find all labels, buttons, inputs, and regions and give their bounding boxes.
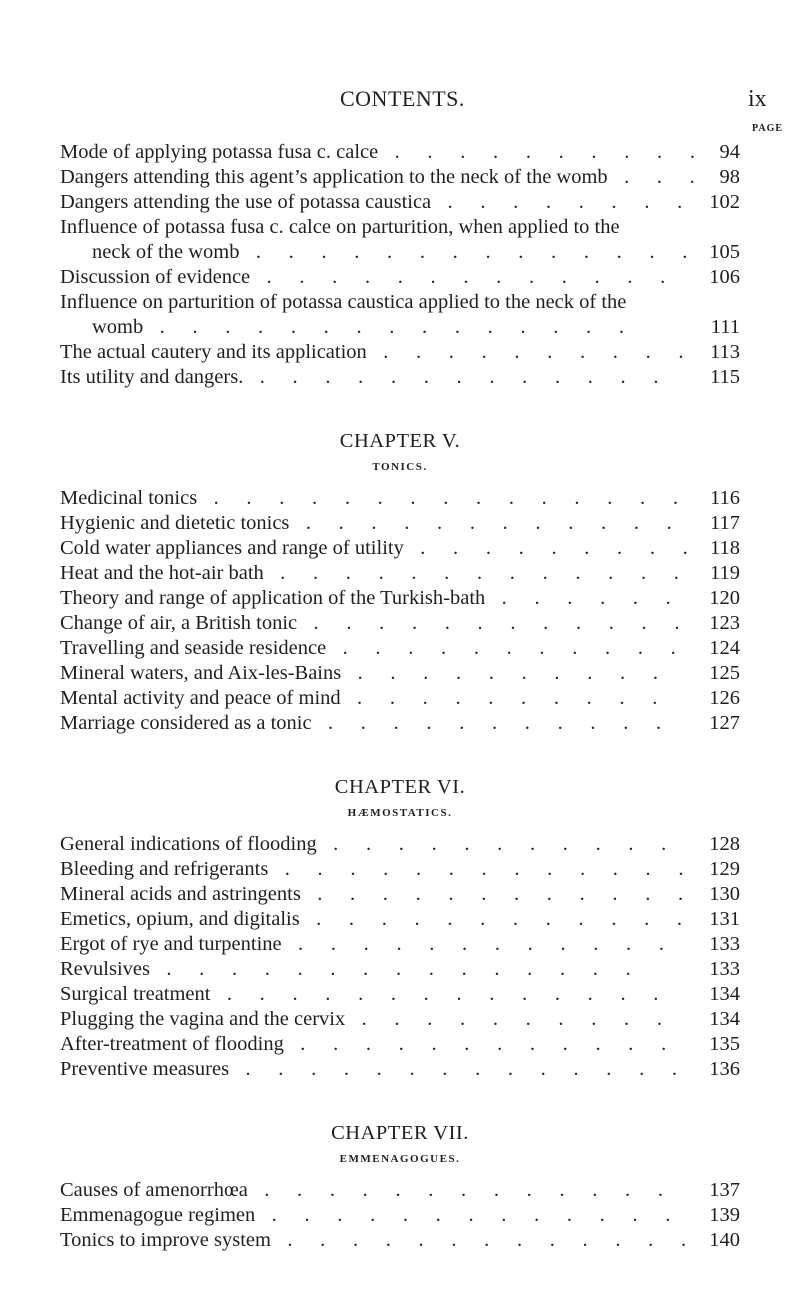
toc-entry-title: Dangers attending this agent’s application to the neck of the womb bbox=[60, 166, 608, 188]
toc-entry-page: 111 bbox=[710, 316, 740, 338]
toc-entry bbox=[60, 1178, 740, 1203]
toc-entry bbox=[60, 957, 740, 982]
chapter-heading: CHAPTER V. bbox=[339, 430, 461, 452]
toc-entry-page: 127 bbox=[709, 712, 740, 734]
chapter-heading: CHAPTER VII. bbox=[331, 1122, 469, 1144]
toc-entry-title: Revulsives bbox=[60, 958, 150, 980]
chapter-spacer bbox=[60, 390, 740, 428]
toc-entry bbox=[60, 982, 740, 1007]
toc-entry-title: Ergot of rye and turpentine bbox=[60, 933, 282, 955]
dot-leader: . . . . . . . . . . . bbox=[326, 637, 688, 659]
toc-entry-title: Mental activity and peace of mind bbox=[60, 687, 341, 709]
toc-entry-page: 129 bbox=[709, 858, 740, 880]
toc-entry bbox=[60, 932, 740, 957]
toc-entry bbox=[60, 636, 740, 661]
toc-entry bbox=[60, 1203, 740, 1228]
toc-entry-page: 113 bbox=[710, 341, 740, 363]
toc-entry-title: Plugging the vagina and the cervix bbox=[60, 1008, 346, 1030]
toc-entry-page: 105 bbox=[709, 241, 740, 263]
toc-entry-title: Theory and range of application of the Turkish-bath bbox=[60, 587, 486, 609]
toc-entry-title: Tonics to improve system bbox=[60, 1229, 271, 1251]
toc-entry-page: 124 bbox=[709, 637, 740, 659]
dot-leader: . . . . . . . . . . . . . . . bbox=[197, 487, 690, 509]
table-of-contents bbox=[60, 140, 740, 1253]
toc-entry-title: Causes of amenorrhœa bbox=[60, 1179, 248, 1201]
toc-entry-title: Dangers attending the use of potassa caustica bbox=[60, 191, 432, 213]
toc-entry-title: Marriage considered as a tonic bbox=[60, 712, 312, 734]
dot-leader: . . . bbox=[607, 166, 707, 188]
dot-leader: . . . . . . bbox=[485, 587, 683, 609]
dot-leader: . . . . . . . . . . . . . bbox=[243, 366, 670, 388]
toc-entry-title: Preventive measures bbox=[60, 1058, 230, 1080]
dot-leader: . . . . . . . . . . . . . . bbox=[239, 241, 699, 263]
toc-entry-continuation bbox=[60, 240, 740, 265]
dot-leader: . . . . . . . . . . . . bbox=[283, 1033, 678, 1055]
toc-entry-page: 115 bbox=[710, 366, 740, 388]
toc-entry-page: 135 bbox=[709, 1033, 740, 1055]
toc-entry-title: Discussion of evidence bbox=[60, 266, 251, 288]
toc-entry bbox=[60, 661, 740, 686]
dot-leader: . . . . . . . . . . bbox=[345, 1008, 674, 1030]
toc-entry-title: Travelling and seaside residence bbox=[60, 637, 327, 659]
dot-leader: . . . . . . . . . . . . . . . bbox=[149, 958, 642, 980]
toc-entry-page: 134 bbox=[709, 1008, 740, 1030]
toc-entry-title: Surgical treatment bbox=[60, 983, 211, 1005]
toc-entry-title: Cold water appliances and range of utility bbox=[60, 537, 404, 559]
toc-entry bbox=[60, 586, 740, 611]
dot-leader: . . . . . . . . . . . . . bbox=[268, 858, 695, 880]
toc-entry-page: 120 bbox=[709, 587, 740, 609]
dot-leader: . . . . . . . . . . . . bbox=[281, 933, 676, 955]
toc-entry-title: Hygienic and dietetic tonics bbox=[60, 512, 290, 534]
toc-entry-title: Mineral waters, and Aix-les-Bains bbox=[60, 662, 342, 684]
dot-leader: . . . . . . . . . . . . bbox=[297, 612, 691, 634]
chapter-subtitle: EMMENAGOGUES. bbox=[339, 1153, 461, 1165]
toc-entry bbox=[60, 486, 740, 511]
toc-entry-title: Medicinal tonics bbox=[60, 487, 198, 509]
dot-leader: . . . . . . . . . . bbox=[340, 687, 669, 709]
running-title: CONTENTS. bbox=[340, 86, 465, 111]
toc-entry-page: 106 bbox=[709, 266, 740, 288]
chapter-header bbox=[60, 428, 740, 480]
toc-entry-page: 123 bbox=[709, 612, 740, 634]
toc-entry-title: Influence on parturition of potassa caustica applied to the neck of the bbox=[60, 291, 627, 313]
dot-leader: . . . . . . . . . . . . . bbox=[250, 266, 677, 288]
toc-entry bbox=[60, 907, 740, 932]
toc-entry bbox=[60, 1007, 740, 1032]
toc-entry bbox=[60, 832, 740, 857]
chapter-subtitle: TONICS. bbox=[372, 461, 428, 473]
toc-entry bbox=[60, 1057, 740, 1082]
toc-entry-page: 116 bbox=[710, 487, 740, 509]
toc-entry-title: After-treatment of flooding bbox=[60, 1033, 284, 1055]
toc-entry-page: 118 bbox=[710, 537, 740, 559]
toc-entry-title: General indications of flooding bbox=[60, 833, 317, 855]
toc-entry bbox=[60, 536, 740, 561]
toc-entry-title: neck of the womb bbox=[92, 241, 240, 263]
chapter-spacer bbox=[60, 1082, 740, 1120]
chapter-subtitle: HÆMOSTATICS. bbox=[347, 807, 453, 819]
toc-entry-page: 102 bbox=[709, 191, 740, 213]
toc-entry-page: 139 bbox=[709, 1204, 740, 1226]
toc-entry-title: Mineral acids and astringents bbox=[60, 883, 301, 905]
dot-leader: . . . . . . . . . . bbox=[366, 341, 695, 363]
toc-entry-continuation bbox=[60, 315, 740, 340]
toc-entry bbox=[60, 611, 740, 636]
toc-entry-title: Change of air, a British tonic bbox=[60, 612, 298, 634]
dot-leader: . . . . . . . . . . . . . bbox=[255, 1204, 682, 1226]
toc-entry-page: 98 bbox=[719, 166, 740, 188]
toc-entry-page: 133 bbox=[709, 933, 740, 955]
page-number: ix bbox=[748, 86, 767, 112]
toc-entry-title: Bleeding and refrigerants bbox=[60, 858, 269, 880]
toc-entry-page: 128 bbox=[709, 833, 740, 855]
dot-leader: . . . . . . . . . . . . . bbox=[263, 562, 691, 584]
dot-leader: . . . . . . . . . . . . bbox=[289, 512, 684, 534]
running-head bbox=[0, 86, 801, 116]
chapter-header bbox=[60, 1120, 740, 1172]
toc-entry bbox=[60, 265, 740, 290]
toc-entry-page: 125 bbox=[709, 662, 740, 684]
toc-entry bbox=[60, 165, 740, 190]
toc-entry bbox=[60, 340, 740, 365]
dot-leader: . . . . . . . . . . . . bbox=[300, 883, 695, 905]
toc-entry-title: womb bbox=[92, 316, 144, 338]
dot-leader: . . . . . . . . . . . bbox=[316, 833, 678, 855]
toc-entry bbox=[60, 511, 740, 536]
dot-leader: . . . . . . . . . . . . . bbox=[270, 1229, 698, 1251]
toc-entry bbox=[60, 1032, 740, 1057]
dot-leader: . . . . . . . . . . bbox=[378, 141, 707, 163]
toc-entry-title: Its utility and dangers. bbox=[60, 366, 244, 388]
toc-entry bbox=[60, 686, 740, 711]
toc-entry-page: 131 bbox=[709, 908, 740, 930]
chapter-header bbox=[60, 774, 740, 826]
dot-leader: . . . . . . . . . . . . . . bbox=[229, 1058, 689, 1080]
dot-leader: . . . . . . . . . . . bbox=[311, 712, 673, 734]
toc-entry bbox=[60, 857, 740, 882]
page-column-label: PAGE bbox=[752, 123, 784, 134]
toc-entry-title: Mode of applying potassa fusa c. calce bbox=[60, 141, 379, 163]
toc-entry-page: 119 bbox=[710, 562, 740, 584]
toc-entry-title: Influence of potassa fusa c. calce on parturition, when applied to the bbox=[60, 216, 620, 238]
dot-leader: . . . . . . . . . . . . bbox=[299, 908, 694, 930]
toc-entry-title: Emmenagogue regimen bbox=[60, 1204, 256, 1226]
toc-entry bbox=[60, 215, 740, 240]
toc-entry bbox=[60, 711, 740, 736]
dot-leader: . . . . . . . . bbox=[431, 191, 694, 213]
toc-entry bbox=[60, 365, 740, 390]
toc-entry-page: 133 bbox=[709, 958, 740, 980]
toc-entry bbox=[60, 290, 740, 315]
chapter-spacer bbox=[60, 736, 740, 774]
toc-entry-title: Heat and the hot-air bath bbox=[60, 562, 264, 584]
dot-leader: . . . . . . . . . bbox=[403, 537, 700, 559]
toc-entry-page: 117 bbox=[710, 512, 740, 534]
toc-entry bbox=[60, 1228, 740, 1253]
dot-leader: . . . . . . . . . . bbox=[341, 662, 670, 684]
toc-entry bbox=[60, 561, 740, 586]
toc-entry bbox=[60, 882, 740, 907]
toc-entry-page: 94 bbox=[719, 141, 740, 163]
dot-leader: . . . . . . . . . . . . . bbox=[247, 1179, 675, 1201]
toc-entry-title: The actual cautery and its application bbox=[60, 341, 367, 363]
chapter-heading: CHAPTER VI. bbox=[334, 776, 466, 798]
toc-entry bbox=[60, 140, 740, 165]
toc-entry-page: 137 bbox=[709, 1179, 740, 1201]
toc-entry-page: 140 bbox=[709, 1229, 740, 1251]
toc-entry-title: Emetics, opium, and digitalis bbox=[60, 908, 300, 930]
toc-entry bbox=[60, 190, 740, 215]
toc-entry-page: 136 bbox=[709, 1058, 740, 1080]
dot-leader: . . . . . . . . . . . . . . . bbox=[143, 316, 636, 338]
toc-entry-page: 130 bbox=[709, 883, 740, 905]
toc-entry-page: 134 bbox=[709, 983, 740, 1005]
dot-leader: . . . . . . . . . . . . . . bbox=[210, 983, 670, 1005]
toc-entry-page: 126 bbox=[709, 687, 740, 709]
